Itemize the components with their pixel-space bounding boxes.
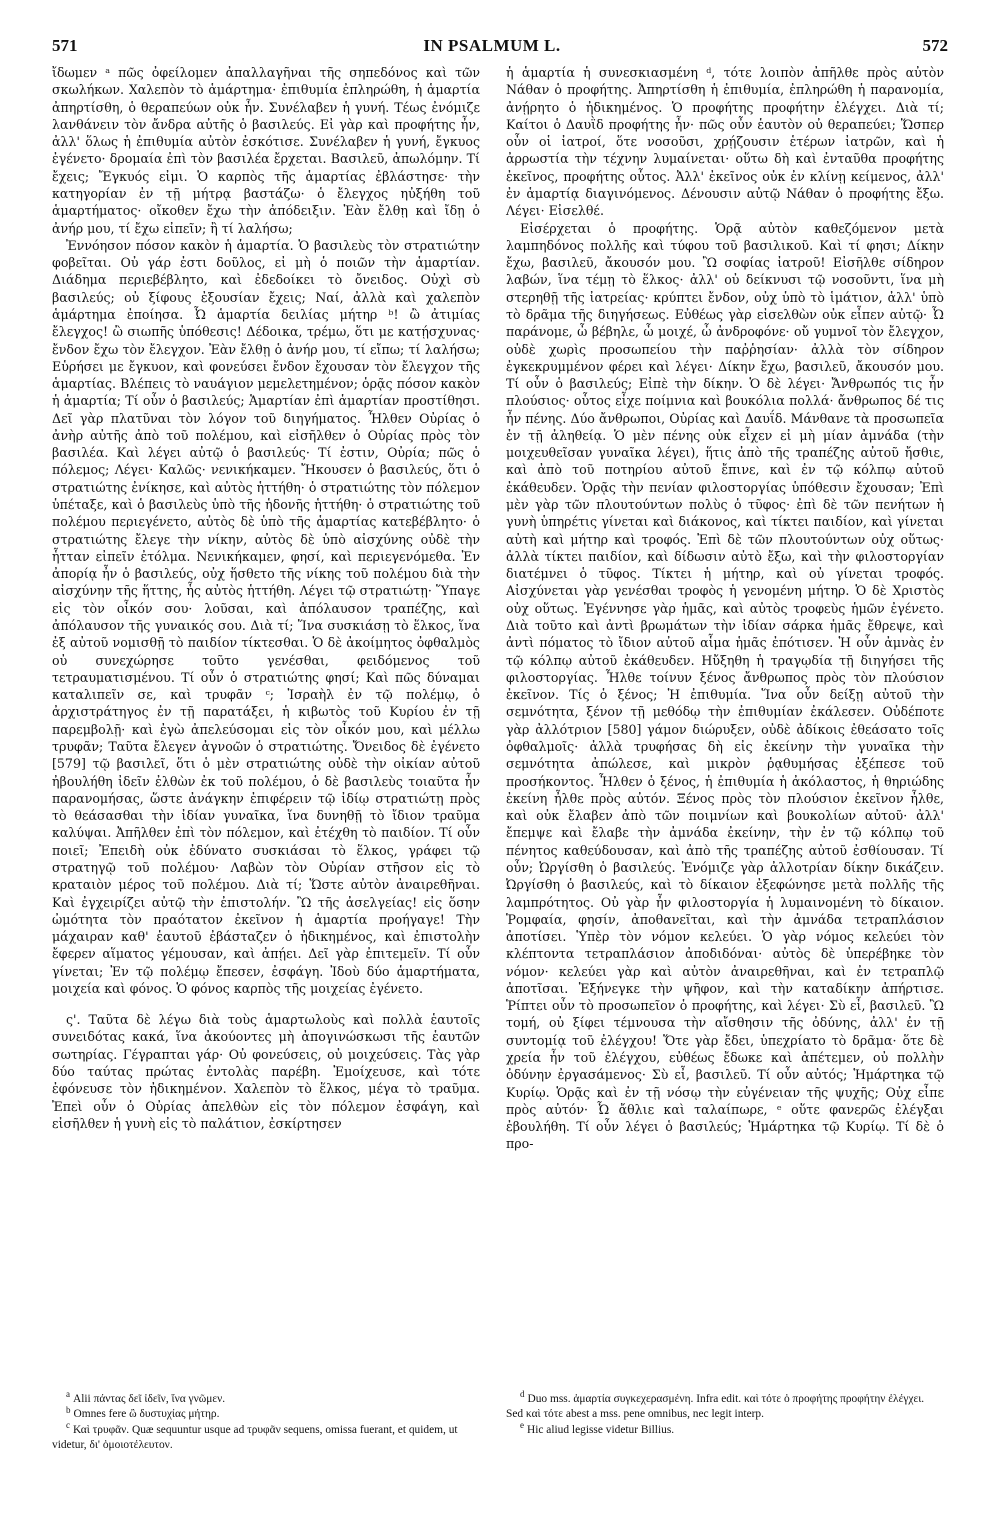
page-header [0, 36, 984, 60]
footnote-mark: c [66, 1419, 70, 1430]
footnote-mark: d [520, 1389, 525, 1400]
footnote [52, 1404, 480, 1422]
paragraph: Ἐννόησον πόσον κακὸν ἡ ἁμαρτία. Ὁ βασιλεὺς τὸν στρατιώτην φοβεῖται. Οὐ γάρ ἐστι δοῦλος, εἰ μὴ ὁ ποιῶν τὴν ἁμαρτίαν. Διάδημα περιεβέβλητο, καὶ ἐδεδοίκει τὸ ὄνειδος. Οὐχὶ σὺ βασιλεύς; οὐ ξίφους ἐξουσίαν ἔχεις; Ναί, ἀλλὰ καὶ χαλεπὸν ἁμάρτημα ἐποίησα. Ὦ ἁμαρτία δειλίας μήτηρ ᵇ! ὢ ἀτιμίας ἔλεγχος! ὢ σιωπῆς ὑπόθεσις! Δέδοικα, τρέμω, ὅτι με κατῄσχυνας· ἔνδον ἔχω τὸν ἔλεγχον. Ἐὰν ἔλθῃ ὁ ἀνήρ μου, τί εἴπω; τί λαλήσω; Εὑρήσει με ἔγκυον, καὶ φονεύσει ἔνδον ἔχουσαν τὸν ἔλεγχον τῆς ἁμαρτίας. Βλέπεις τὸ ναυάγιον μεμελετημένον; ὁρᾷς πόσον κακὸν ἡ ἁμαρτία; Τί οὖν ὁ βασιλεύς; Ἁμαρτίαν ἐπὶ ἁμαρτίαν προστίθησι. Δεῖ γὰρ πλατῦναι τὸν λόγον τοῦ διηγήματος. Ἦλθεν Οὐρίας ὁ ἀνὴρ αὐτῆς ἀπὸ τοῦ πολέμου, καὶ εἰσῆλθεν ὁ Οὐρίας πρὸς τὸν βασιλέα. Καὶ λέγει αὐτῷ ὁ βασιλεύς· Τί ἐστιν, Οὐρία; πῶς ὁ πόλεμος; Λέγει· Καλῶς· νενικήκαμεν. Ἤκουσεν ὁ βασιλεύς, ὅτι ὁ στρατιώτης ἐνίκησε, καὶ αὐτὸς ἡττήθη· ὁ στρατιώτης τὸν πόλεμον ὑπέταξε, καὶ ὁ βασιλεὺς ὑπὸ τῆς ἡδονῆς ἡττήθη· ὁ στρατιώτης τοῦ πολέμου περιεγένετο, αὐτὸς δὲ ὑπὸ τῆς ἁμαρτίας κατεβέβλητο· ὁ στρατιώτης ἔλεγε τὴν νίκην, αὐτὸς δὲ ὑπὸ αἰσχύνης οὐδὲ τὴν ἧτταν εἰπεῖν ἐτόλμα. Νενικήκαμεν, φησί, καὶ περιεγενόμεθα. Ἐν ἀπορίᾳ ἦν ὁ βασιλεύς, οὐχ ἥσθετο τῆς νίκης τοῦ πολέμου διὰ τὴν αἰσχύνην τῆς ἥττης, ἧς αὐτὸς ἡττήθη. Λέγει τῷ στρατιώτῃ· Ὕπαγε εἰς τὸν οἶκόν σου· λοῦσαι, καὶ ἀπόλαυσον τραπέζης, καὶ ἀπόλαυσον τῆς γυναικός σου. Διὰ τί; Ἵνα συσκιάσῃ τὸ ἕλκος, ἵνα ἐξ αὐτοῦ νομισθῇ τὸ παιδίον τίκτεσθαι. Ὁ δὲ ἀκοίμητος ὀφθαλμὸς οὐ συνεχώρησε τοῦτο γενέσθαι, φειδόμενος τοῦ τετραυματισμένου. Τί οὖν ὁ στρατιώτης φησί; Καὶ πῶς δύναμαι καταλιπεῖν σε, καὶ τρυφᾶν ᶜ; Ἰσραὴλ ἐν τῷ πολέμῳ, ὁ ἀρχιστράτηγος ἐν τῇ παρατάξει, ἡ κιβωτὸς τοῦ Κυρίου ἐν τῇ παρεμβολῇ· καὶ ἐγὼ ἀπελεύσομαι εἰς τὸν οἶκόν μου, καὶ μέλλω τρυφᾶν; Ταῦτα ἔλεγεν ἀγνοῶν ὁ στρατιώτης. Ὄνειδος δὲ ἐγένετο [579] τῷ βασιλεῖ, ὅτι ὁ μὲν στρατιώτης οὐδὲ τὴν οἰκίαν αὐτοῦ ἠβουλήθη ἰδεῖν ἐλθὼν ἐκ τοῦ πολέμου, ὁ δὲ βασιλεὺς τοιαῦτα ἦν παρανομήσας, ὥστε ἀνάγκην ἐπιφέρειν τῷ ἰδίῳ στρατιώτῃ πρὸς τὸ θεάσασθαι τὴν ἰδίαν γυναῖκα, ἵνα δυνηθῇ τὸ ἴδιον τραῦμα καλύψαι. Ἀπῆλθεν ἐπὶ τὸν πόλεμον, καὶ ἐτέχθη τὸ παιδίον. Τί οὖν ποιεῖ; Ἐπειδὴ οὐκ ἐδύνατο συσκιάσαι τὸ ἕλκος, γράφει τῷ στρατηγῷ τοῦ πολέμου· Λαβὼν τὸν Οὐρίαν στῆσον εἰς τὸ κραταιὸν μέρος τοῦ πολέμου. Διὰ τί; Ὥστε αὐτὸν ἀναιρεθῆναι. Καὶ ἐγχειρίζει αὐτῷ τὴν ἐπιστολήν. Ὢ τῆς ἀσελγείας! εἰς ὅσην ὠμότητα τὸν πραότατον ἐκεῖνον ἡ ἁμαρτία προήγαγε! Τὴν μάχαιραν καθ' ἑαυτοῦ ἐβάσταζεν ὁ ἠδικημένος, καὶ ἐπιστολὴν ἔφερεν αἵματος γέμουσαν, καὶ ἀπῄει. Δεῖ γὰρ ἐπιτεμεῖν. Τί οὖν γίνεται; Ἐν τῷ πολέμῳ ἔπεσεν, ἐσφάγη. Ἰδοὺ δύο ἁμαρτήματα, μοιχεία καὶ φόνος. Ὁ φόνος καρπὸς τῆς μοιχείας ἐγένετο. [52, 237, 480, 996]
footnote-text: Καὶ τρυφᾶν. Quæ sequuntur usque ad τρυφᾶν sequens, omissa fuerant, et quidem, ut videtur, δι' ὁμοιοτέλευτον. [52, 1423, 458, 1452]
page-number-right: 572 [922, 36, 948, 55]
footnote-text: Duo mss. ἁμαρτία συγκεχερασμένη. Infra edit. καὶ τότε ὁ προφήτης προφήτην ἐλέγχει. Sed καὶ τότε abest a mss. pene omnibus, nec legit interp. [506, 1393, 925, 1421]
paragraph: ς'. Ταῦτα δὲ λέγω διὰ τοὺς ἁμαρτωλοὺς καὶ πολλὰ ἑαυτοῖς συνειδότας κακά, ἵνα ἀκούοντες μὴ ἀπογινώσκωσι τῆς ἑαυτῶν σωτηρίας. Γέγραπται γάρ· Οὐ φονεύσεις, οὐ μοιχεύσεις. Τὰς γὰρ δύο ταύτας πρώτας ἐντολὰς παρέβη. Ἐμοίχευσε, καὶ τότε ἐφόνευσε τὸν ἠδικημένον. Χαλεπὸν τὸ ἕλκος, μέγα τὸ τραῦμα. Ἐπεὶ οὖν ὁ Οὐρίας ἀπελθὼν εἰς τὸν πόλεμον ἐσφάγη, καὶ εἰσῆλθεν ἡ γυνὴ εἰς τὸ παλάτιον, ἐσκίρτησεν [52, 1012, 480, 1131]
footnote [506, 1389, 944, 1423]
paragraph: ἡ ἁμαρτία ἡ συνεσκιασμένη ᵈ, τότε λοιπὸν ἀπῆλθε πρὸς αὐτὸν Νάθαν ὁ προφήτης. Ἀπηρτίσθη ἡ ἐπιθυμία, ἐπληρώθη ἡ παρανομία, ἀνῄρητο ὁ ἠδικημένος. Ὁ προφήτης προφήτην ἐλέγχει. Διὰ τί; Καίτοι ὁ Δαυῒδ προφήτης ἦν· πῶς οὖν ἑαυτὸν οὐ θεραπεύει; Ὥσπερ οὖν οἱ ἰατροί, ὅτε νοσοῦσι, χρῄζουσιν ἑτέρων ἰατρῶν, καὶ ἡ ἀρρωστία τὴν τέχνην λυμαίνεται· οὕτω δὴ καὶ ἐνταῦθα προφήτης ἐκεῖνος, προφήτης οὗτος. Ἀλλ' ἐκεῖνος οὐκ ἐν κλίνῃ κείμενος, ἀλλ' ἐν ἁμαρτίᾳ διαγινόμενος. Δένουσιν αὐτῷ Νάθαν ὁ προφήτης ἔξω. Λέγει· Εἰσελθέ. [506, 65, 944, 219]
footnote [52, 1389, 480, 1407]
right-column [506, 64, 944, 1153]
footnote-mark: e [520, 1419, 524, 1430]
left-column [52, 64, 480, 1132]
page-number-left: 571 [52, 36, 78, 55]
footnote-text: Alii πάντας δεῖ ἰδεῖν, ἵνα γνῶμεν. [73, 1393, 226, 1405]
paragraph: Εἰσέρχεται ὁ προφήτης. Ὁρᾷ αὐτὸν καθεζόμενον μετὰ λαμπηδόνος πολλῆς καὶ τύφου τοῦ βασιλικοῦ. Καὶ τί φησι; Δίκην ἔχω, βασιλεῦ, ἄκουσόν μου. Ὢ σοφίας ἰατροῦ! Εἰσῆλθε σίδηρον λαβών, ἵνα τέμῃ τὸ ἕλκος· ἀλλ' οὐ δείκνυσι τῷ νοσοῦντι, ἵνα μὴ στερηθῇ τῆς ἰατρείας· κρύπτει ἔνδον, οὐχ ὑπὸ τὸ ἱμάτιον, ἀλλ' ὑπὸ τὸ δρᾶμα τῆς διηγήσεως. Εὐθέως γὰρ εἰσελθὼν οὐκ εἶπεν αὐτῷ· Ὦ παράνομε, ὦ βέβηλε, ὦ μοιχέ, ὦ ἀνδροφόνε· οὔ γυμνοῖ τὸν ἔλεγχον, οὐδὲ χωρὶς προσωπείου τὴν παῤῥησίαν· ἀλλὰ τὸν σίδηρον ἐγκεκρυμμένον φέρει καὶ λέγει· Δίκην ἔχω, βασιλεῦ, ἄκουσόν μου. Τί οὖν ὁ βασιλεύς; Εἰπὲ τὴν δίκην. Ὁ δὲ λέγει· Ἄνθρωπός τις ἦν πλούσιος· οὗτος εἶχε ποίμνια καὶ βουκόλια πολλά· ἄνθρωπος δέ τις ἦν πένης. Δύο ἄνθρωποι, Οὐρίας καὶ Δαυΐδ. Μάνθανε τὰ προσωπεῖα ἐν τῇ ἀληθείᾳ. Ὁ μὲν πένης οὐκ εἶχεν εἰ μὴ μίαν ἀμνάδα (τὴν μοιχευθεῖσαν γυναῖκα λέγει), ἥτις ἀπὸ τῆς τραπέζης αὐτοῦ ἤσθιε, καὶ ἀπὸ τοῦ ποτηρίου αὐτοῦ ἔπινε, καὶ ἐν τῷ κόλπῳ αὐτοῦ ἐκάθευδεν. Ὁρᾷς τὴν πενίαν φιλοστοργίας ὑπόθεσιν ἔχουσαν; Ἐπὶ μὲν γὰρ τῶν πλουτούντων πολὺς ὁ τῦφος· ἐπὶ δὲ τῶν πενήτων ἡ γυνὴ ὑπηρέτις γίνεται καὶ διάκονος, καὶ τίκτει παιδίον, καὶ γίνεται αὐτὴ καὶ μήτηρ καὶ τροφός. Ἐπὶ δὲ τῶν πλουτούντων οὐχ οὕτως· ἀλλὰ τίκτει παιδίον, καὶ δίδωσιν αὐτὸ ἔξω, καὶ τὴν φιλοστοργίαν διατέμνει ὁ τῦφος. Τίκτει ἡ μήτηρ, καὶ οὐ γίνεται τροφός. Αἰσχύνεται γὰρ γενέσθαι τροφὸς ἡ γενομένη μήτηρ. Ὁ δὲ Χριστὸς οὐχ οὕτως. Ἐγέννησε γὰρ ἡμᾶς, καὶ αὐτὸς τροφεὺς ἡμῶν ἐγένετο. Διὰ τοῦτο καὶ ἀντὶ βρωμάτων τὴν ἰδίαν σάρκα ἡμᾶς ἔθρεψε, καὶ ἀντὶ πόματος τὸ ἴδιον αὐτοῦ αἷμα ἡμᾶς ἐπότισεν. Ἡ οὖν ἀμνὰς ἐν τῷ κόλπῳ αὐτοῦ ἐκάθευδεν. Ηὔξηθη ἡ τραγῳδία τῇ διηγήσει τῆς φιλοστοργίας. Ἦλθε τοίνυν ξένος ἄνθρωπος πρὸς τὸν πλούσιον ἐκεῖνον. Τίς ὁ ξένος; Ἡ ἐπιθυμία. Ἵνα οὖν δείξῃ αὐτοῦ τὴν σεμνότητα, ξένον τῇ μεθόδῳ τὴν ἐπιθυμίαν ἐκάλεσεν. Οὐδέποτε γὰρ ἀλλότριον [580] γάμον διώρυξεν, οὐδὲ ἀδίκοις ἐθεάσατο τοῖς ὀφθαλμοῖς· ἀλλὰ τρυφήσας δὴ εἰς ἐκείνην τὴν γυναῖκα τὴν σεμνότητα ἀπώλεσε, καὶ μικρὸν ῥᾳθυμήσας ἐξέπεσε τοῦ προσήκοντος. Ἦλθεν ὁ ξένος, ἡ ἐπιθυμία ἡ ἀκόλαστος, ἡ θηριώδης ἐκείνη ἦλθε πρὸς αὐτόν. Ξένος πρὸς τὸν πλούσιον ἐκεῖνον ἦλθε, καὶ οὐκ ἔλαβεν ἀπὸ τῶν ποιμνίων καὶ βουκολίων αὐτοῦ· ἀλλ' ἔπεμψε καὶ ἔλαβε τὴν ἀμνάδα ἐκείνην, τὴν ἐν τῷ κόλπῳ τοῦ πένητος καθεύδουσαν, καὶ ἀπὸ τῆς τραπέζης αὐτοῦ ἐσθίουσαν. Τί οὖν; Ὠργίσθη ὁ βασιλεύς. Ἐνόμιζε γὰρ ἀλλοτρίαν δίκην δικάζειν. Ὠργίσθη ὁ βασιλεύς, καὶ τὸ δίκαιον ἐξεφώνησε μετὰ πολλῆς τῆς λαμπρότητος. Οὐ γὰρ ἦν φιλοστοργία ἡ λυμαινομένη τὸ δίκαιον. Ῥομφαία, φησίν, ἀποθανεῖται, καὶ τὴν ἀμνάδα τετραπλάσιον ἀποτίσει. Ὑπὲρ τὸν νόμον κελεύει. Ὁ γὰρ νόμος κελεύει τὸν κλέπτοντα τετραπλάσιον ἀποδιδόναι· αὐτὸς δὲ ὑπερέβηκε τὸν νόμον· κελεύει γὰρ καὶ αὐτὸν ἀναιρεθῆναι, καὶ ἐν τετραπλῷ ἀποτῖσαι. Ἐξήνεγκε τὴν ψῆφον, καὶ τὴν καταδίκην ἀπήρτισε. Ῥίπτει οὖν τὸ προσωπεῖον ὁ προφήτης, καὶ λέγει· Σὺ εἶ, βασιλεῦ. Ὢ τομή, οὐ ξίφει τέμνουσα τὴν αἴσθησιν τῆς ὀδύνης, ἀλλ' ἐν τῇ συντομίᾳ τοῦ ἐλέγχου! Ὅτε γὰρ ἔδει, ὑπεχρίατο τὸ δρᾶμα· ὅτε δὲ χρεία ἦν τοῦ ἐλέγχου, εὐθέως ἔδωκε καὶ ἀπέτεμεν, οὐ πολλὴν ὀδύνην ἐργασάμενος· Σὺ εἶ, βασιλεῦ. Τί οὖν αὐτός; Ἡμάρτηκα τῷ Κυρίῳ. Ὁρᾷς καὶ ἐν τῇ νόσῳ τὴν εὐγένειαν τῆς ψυχῆς; Οὐχ εἶπε πρὸς αὐτόν· Ὦ ἄθλιε καὶ ταλαίπωρε, ᵉ οὕτε φανερῶς ἐλέγξαι ἐβουλήθη. Τί οὖν λέγει ὁ βασιλεύς; Ἡμάρτηκα τῷ Κυρίῳ. Τί δὲ ὁ προ- [506, 220, 944, 1152]
running-title: IN PSALMUM L. [423, 36, 561, 55]
footnote-text: Hic aliud legisse videtur Billius. [527, 1423, 675, 1436]
paragraph: ἴδωμεν ᵃ πῶς ὀφείλομεν ἀπαλλαγῆναι τῆς σηπεδόνος καὶ τῶν σκωλήκων. Χαλεπὸν τὸ ἁμάρτημα· ἐπιθυμία ἐπληρώθη, ἡ ἁμαρτία ἀπηρτίσθη, ὁ θεραπεύων οὐκ ἦν. Συνέλαβεν ἡ γυνή. Τέως ἐνόμιζε λανθάνειν τὸν ἄνδρα αὐτῆς ὁ βασιλεύς. Εἰ γὰρ καὶ προφήτης ἦν, ἀλλ' ὅλως ἡ ἐπιθυμία αὐτὸν ἐσκότισε. Συνέλαβεν ἡ γυνή, ἔγκυος ἐγένετο· δρομαία ἐπὶ τὸν βασιλέα ἔρχεται. Βασιλεῦ, ἀπωλόμην. Τί ἔχεις; Ἔγκυός εἰμι. Ὁ καρπὸς τῆς ἁμαρτίας ἐβλάστησε· τὴν κατηγορίαν ἐν τῇ μήτρᾳ βαστάζω· ὁ ἔλεγχος ηὐξήθη τοῦ ἁμαρτήματος· οἴκοθεν ἔχω τὴν ἀπόδειξιν. Ἐὰν ἔλθῃ καὶ ἴδῃ ὁ ἀνήρ μου, τί ἔχω εἰπεῖν; ἢ τί λαλήσω; [52, 65, 480, 236]
footnote [506, 1419, 944, 1438]
footnote-mark: b [66, 1404, 71, 1415]
footnotes-right [506, 1389, 944, 1438]
footnotes-left [52, 1389, 480, 1454]
footnote-mark: a [66, 1389, 70, 1400]
footnote [52, 1419, 480, 1454]
footnote-text: Omnes fere ὢ δυστυχίας μήτηρ. [73, 1408, 220, 1421]
